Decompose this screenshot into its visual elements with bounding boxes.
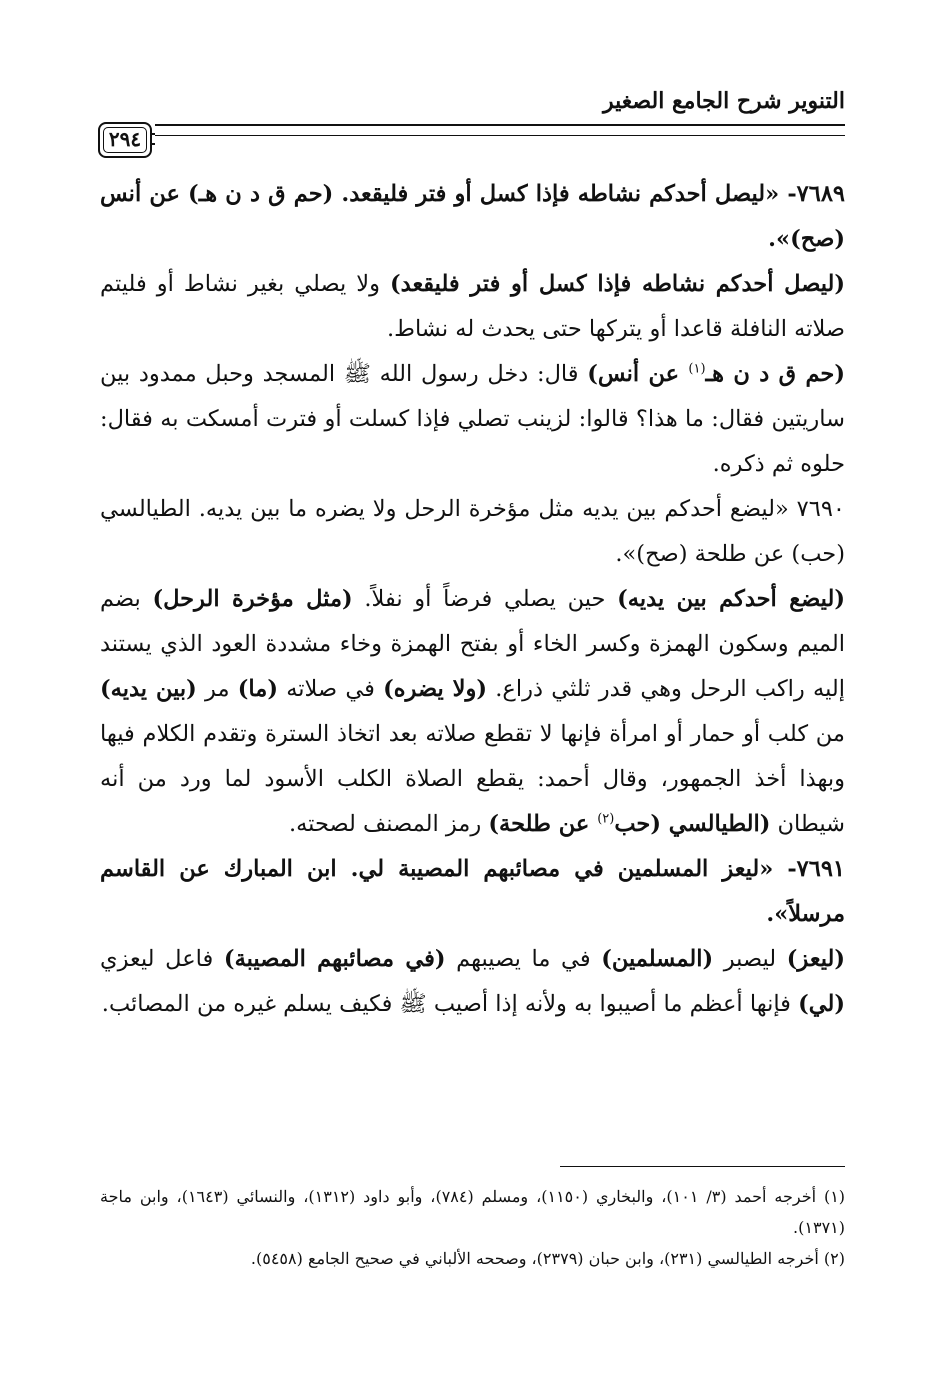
quoted-phrase: (مثل مؤخرة الرحل) [152,586,353,612]
commentary-text: ليصبر [713,946,787,972]
hadith-text: «ليضع أحدكم بين يديه مثل مؤخرة الرحل ولا يضره ما بين يديه. الطيالسي (حب) عن طلحة (صح)». [100,496,845,567]
footnote-1: (١) أخرجه أحمد (٣/ ١٠١)، والبخاري (١١٥٠)، ومسلم (٧٨٤)، وأبو داود (١٣١٢)، والنسائي (١٦٤٣)، وابن ماجة (١٣٧١). [100,1187,846,1237]
footnote-ref: (١) [688,361,706,377]
hadith-number: ٧٦٨٩- [779,181,846,207]
quoted-phrase: (لي) [798,991,845,1017]
running-header-title: التنوير شرح الجامع الصغير [603,88,845,114]
footnote-ref: (٢) [597,811,615,827]
commentary-paragraph [100,577,845,847]
quoted-phrase: (المسلمين) [601,946,714,972]
source-code: عن أنس) [587,361,689,387]
page-number: ٢٩٤ [98,122,152,158]
hadith-7690 [100,487,845,577]
commentary-paragraph [100,352,845,487]
hadith-text: «ليصل أحدكم نشاطه فإذا كسل أو فتر فليقعد. (حم ق د ن هـ) عن أنس (صح)». [100,181,845,252]
main-text [100,172,845,1027]
hadith-7691 [100,847,845,937]
quoted-phrase: (ليضع أحدكم بين يديه) [617,586,845,612]
hadith-number: ٧٦٩٠ [788,496,846,522]
quoted-phrase: (ولا يضره) [383,676,488,702]
commentary-text: في صلاته [277,676,384,702]
commentary-paragraph [100,937,845,1027]
header-double-rule [155,124,845,136]
hadith-text: «ليعز المسلمين في مصائبهم المصيبة لي. ابن المبارك عن القاسم مرسلاً». [100,856,845,927]
commentary-text: ولا يصلي بغير نشاط أو فليتم صلاته النافلة قاعدا أو يتركها حتى يحدث له نشاط. [100,271,845,342]
footnotes [100,1181,845,1274]
quoted-phrase: (في مصائبهم المصيبة) [223,946,446,972]
commentary-paragraph [100,262,845,352]
source-code: عن طلحة) [488,811,598,837]
quoted-phrase: (بين يديه) [100,676,197,702]
commentary-text: فاعل ليعزي [100,946,224,972]
hadith-7689 [100,172,845,262]
commentary-text: في ما يصيبهم [445,946,602,972]
hadith-number: ٧٦٩١- [773,856,845,882]
quoted-phrase: (ليعز) [786,946,845,972]
commentary-text: من كلب أو حمار أو امرأة فإنها لا تقطع صلاته بعد اتخاذ السترة وتقدم الكلام فيها وبهذا أخذ الجمهور، وقال أحمد: يقطع الصلاة الكلب الأسود لما ورد من أنه شيطان [100,721,845,837]
footnote-separator [560,1166,845,1167]
commentary-text: بضم الميم وسكون الهمزة وكسر الخاء أو بفتح الهمزة وخاء مشددة العود الذي يستند إليه راكب الرحل وهي قدر ثلثي ذراع. [100,586,845,702]
commentary-text: قال: دخل رسول الله ﷺ المسجد وحبل ممدود بين ساريتين فقال: ما هذا؟ قالوا: لزينب تصلي فإذا كسلت أو فترت أمسكت به فقال: حلوه ثم ذكره. [100,361,845,477]
source-code: (الطيالسي (حب [614,811,771,837]
footnote-2: (٢) أخرجه الطيالسي (٢٣١)، وابن حبان (٢٣٧٩)، وصححه الألباني في صحيح الجامع (٥٤٥٨). [250,1249,845,1268]
source-code: (حم ق د ن هـ [705,361,845,387]
commentary-text: حين يصلي فرضاً أو نفلاً. [352,586,618,612]
quoted-phrase: (ليصل أحدكم نشاطه فإذا كسل أو فتر فليقعد) [389,271,846,297]
quoted-phrase: (ما) [237,676,278,702]
commentary-text: مر [196,676,238,702]
commentary-text: فإنها أعظم ما أصيبوا به ولأنه إذا أصيب ﷺ فكيف يسلم غيره من المصائب. [101,991,799,1017]
commentary-text: رمز المصنف لصحته. [288,811,489,837]
